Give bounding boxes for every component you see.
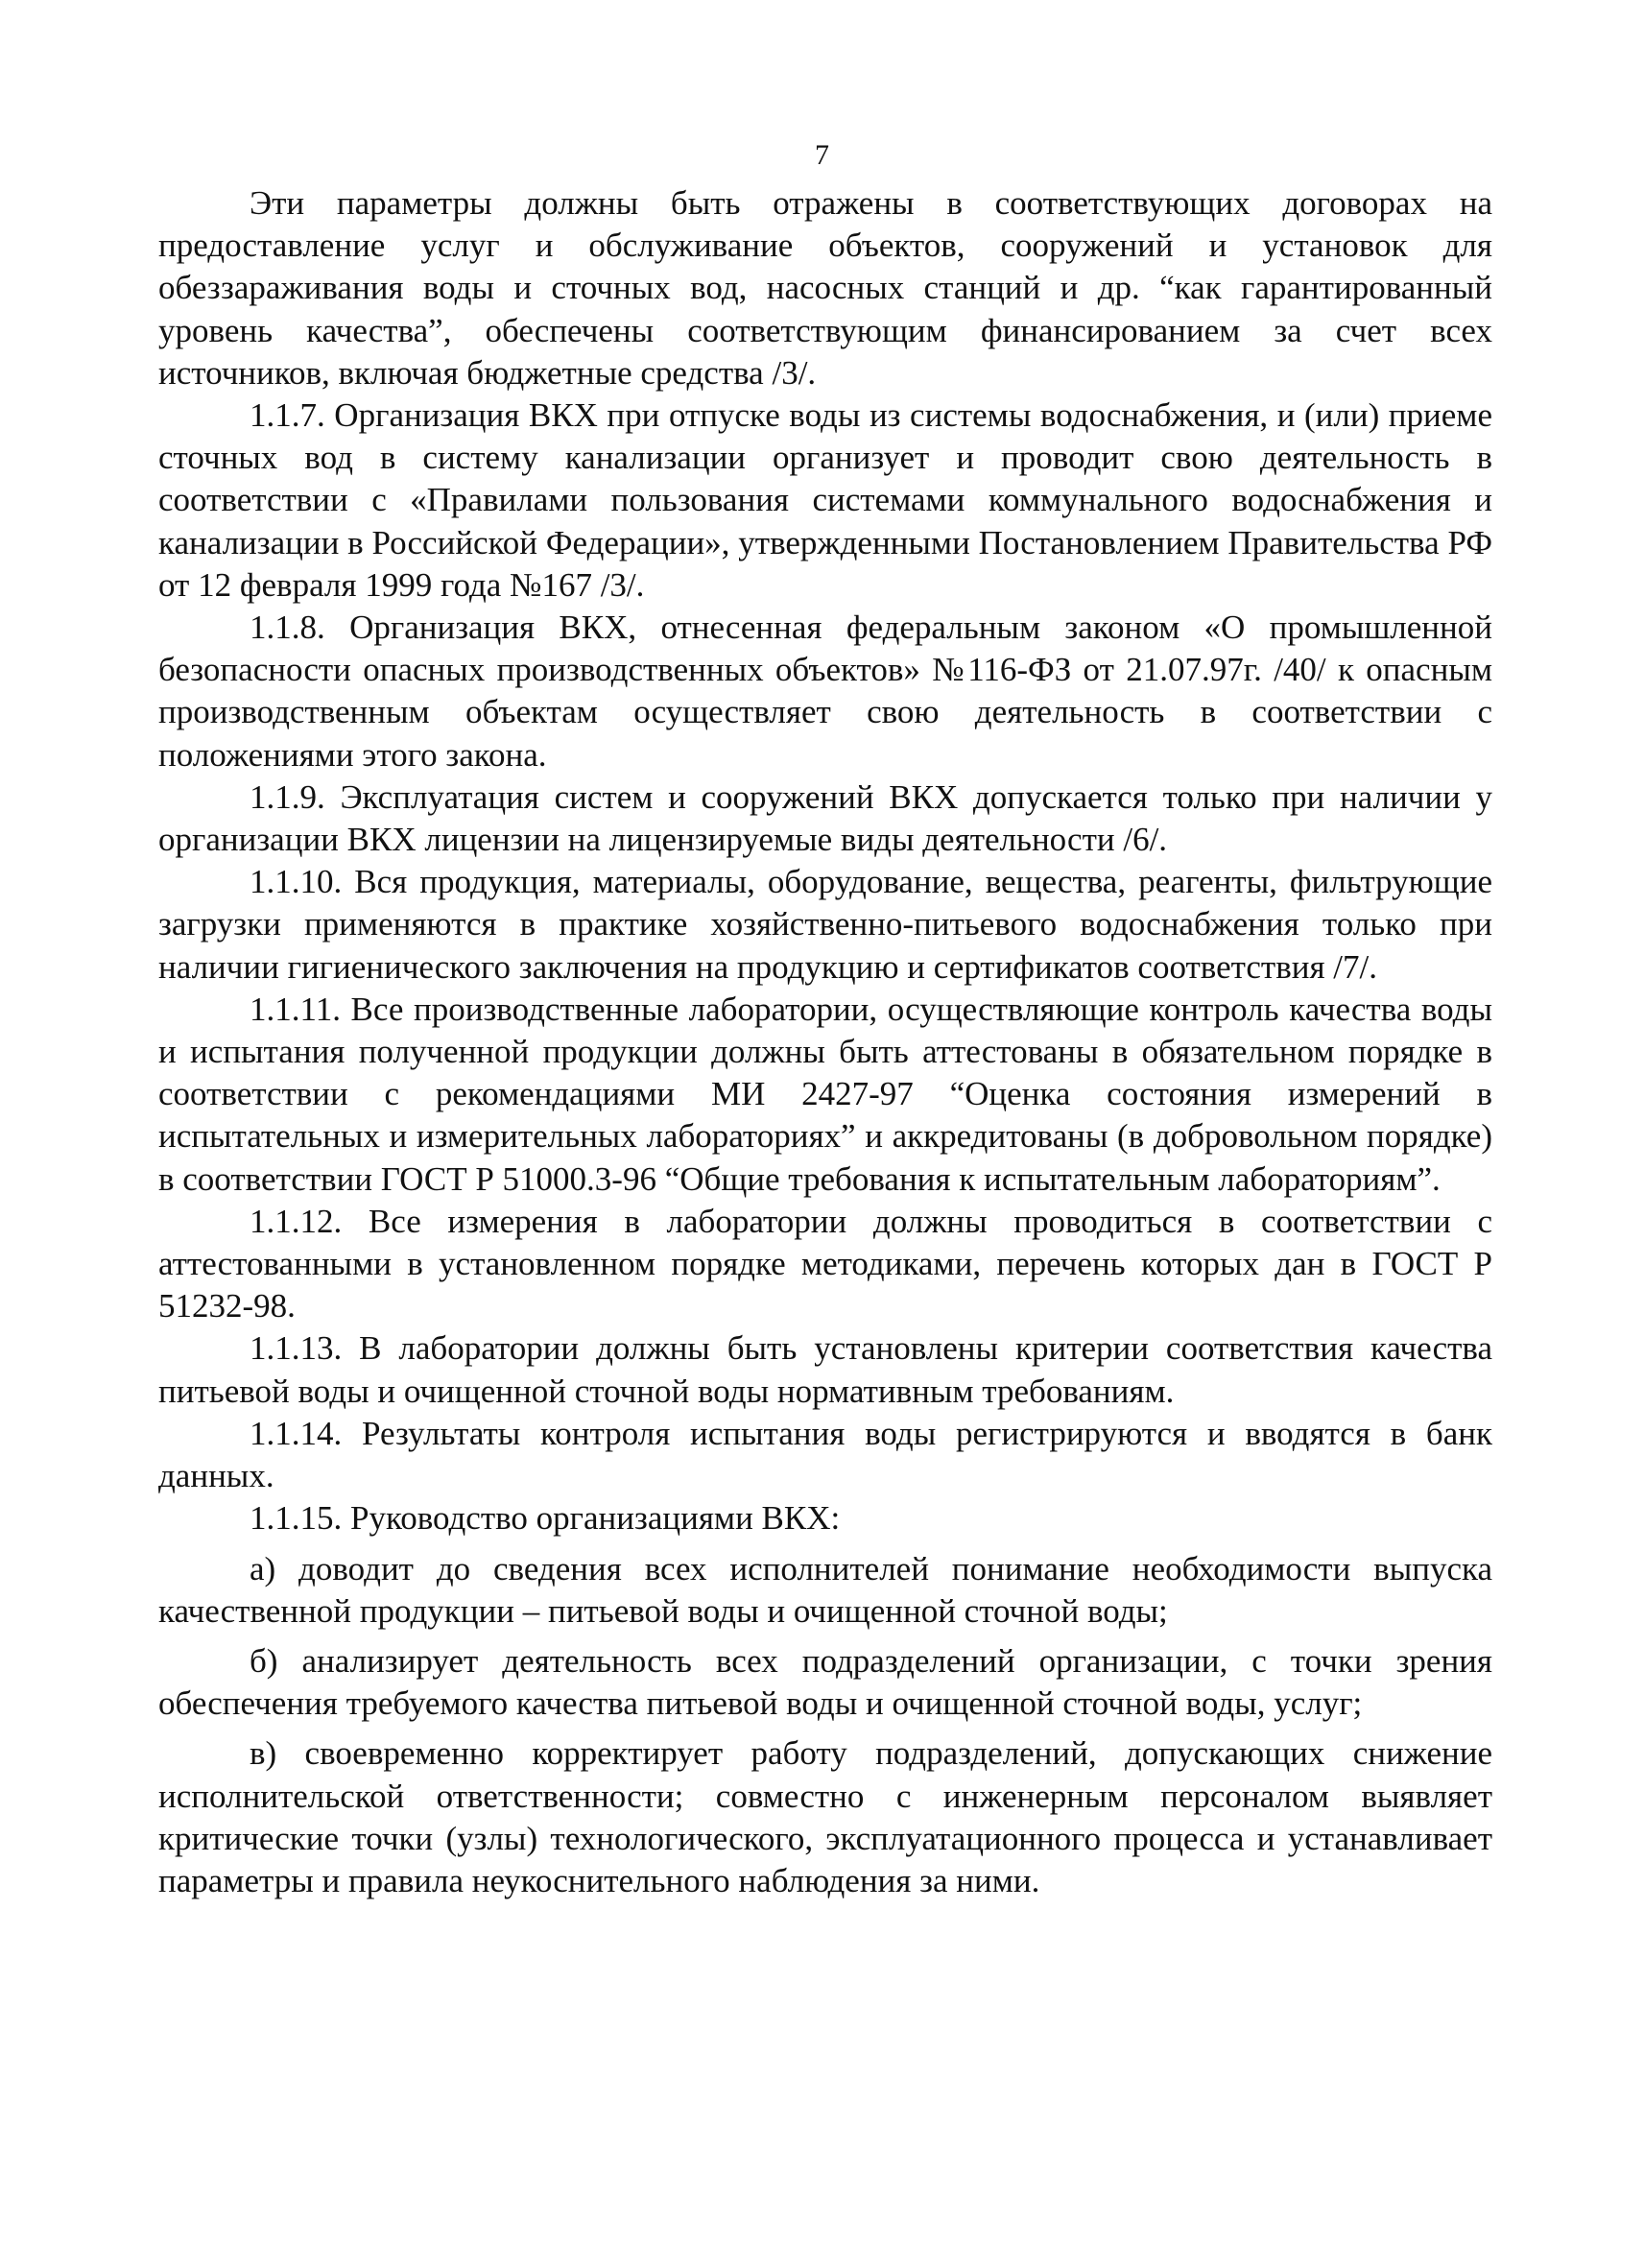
paragraph-1-1-13: 1.1.13. В лаборатории должны быть установлены критерии соответствия качества питьевой воды и очищенной сточной воды нормативным требованиям. bbox=[158, 1329, 1492, 1410]
paragraph-1-1-10: 1.1.10. Вся продукция, материалы, оборудование, вещества, реагенты, фильтрующие загрузки применяются в практике хозяйственно-питьевого водоснабжения только при наличии гигиенического заключения на продукцию и сертификатов соответствия /7/. bbox=[158, 863, 1492, 986]
list-item-v: в) своевременно корректирует работу подразделений, допускающих снижение исполнительской ответственности; совместно с инженерным персоналом выявляет критические точки (узлы) технологического, эксплуатационного процесса и устанавливает параметры и правила неукоснительного наблюдения за ними. bbox=[158, 1734, 1492, 1899]
paragraph-1-1-8: 1.1.8. Организация ВКХ, отнесенная федеральным законом «О промышленной безопасности опасных производственных объектов» №116-ФЗ от 21.07.97г. /40/ к опасным производственным объектам осуществляет свою деятельность в соответствии с положениями этого закона. bbox=[158, 609, 1492, 774]
paragraph-1-1-15: 1.1.15. Руководство организациями ВКХ: bbox=[250, 1499, 841, 1538]
list-item-b: б) анализирует деятельность всех подразделений организации, с точки зрения обеспечения требуемого качества питьевой воды и очищенной сточной воды, услуг; bbox=[158, 1641, 1492, 1723]
paragraph-1-1-7: 1.1.7. Организация ВКХ при отпуске воды из системы водоснабжения, и (или) приеме сточных вод в систему канализации организует и проводит свою деятельность в соответствии с «Правилами пользования системами коммунального водоснабжения и канализации в Российской Федерации», утвержденными Постановлением Правительства РФ от 12 февраля 1999 года №167 /3/. bbox=[158, 396, 1492, 604]
paragraph-1-1-11: 1.1.11. Все производственные лаборатории, осуществляющие контроль качества воды и испытания полученной продукции должны быть аттестованы в обязательном порядке в соответствии с рекомендациями МИ 2427-97 “Оценка состояния измерений в испытательных и измерительных лабораториях” и аккредитованы (в добровольном порядке) в соответствии ГОСТ Р 51000.3-96 “Общие требования к испытательным лабораториям”. bbox=[158, 990, 1492, 1198]
paragraph-1-1-14: 1.1.14. Результаты контроля испытания воды регистрируются и вводятся в банк данных. bbox=[158, 1414, 1492, 1495]
list-item-a: а) доводит до сведения всех исполнителей понимание необходимости выпуска качественной продукции – питьевой воды и очищенной сточной воды; bbox=[158, 1549, 1492, 1630]
paragraph-intro: Эти параметры должны быть отражены в соответствующих договорах на предоставление услуг и обслуживание объектов, сооружений и установок для обеззараживания воды и сточных вод, насосных станций и др. “как гарантированный уровень качества”, обеспечены соответствующим финансированием за счет всех источников, включая бюджетные средства /3/. bbox=[158, 184, 1492, 392]
paragraph-1-1-12: 1.1.12. Все измерения в лаборатории должны проводиться в соответствии с аттестованными в установленном порядке методиками, перечень которых дан в ГОСТ Р 51232-98. bbox=[158, 1202, 1492, 1325]
page-number: 7 bbox=[815, 139, 829, 171]
paragraph-1-1-9: 1.1.9. Эксплуатация систем и сооружений ВКХ допускается только при наличии у организации ВКХ лицензии на лицензируемые виды деятельности /6/. bbox=[158, 777, 1492, 859]
document-body bbox=[158, 182, 1492, 1902]
